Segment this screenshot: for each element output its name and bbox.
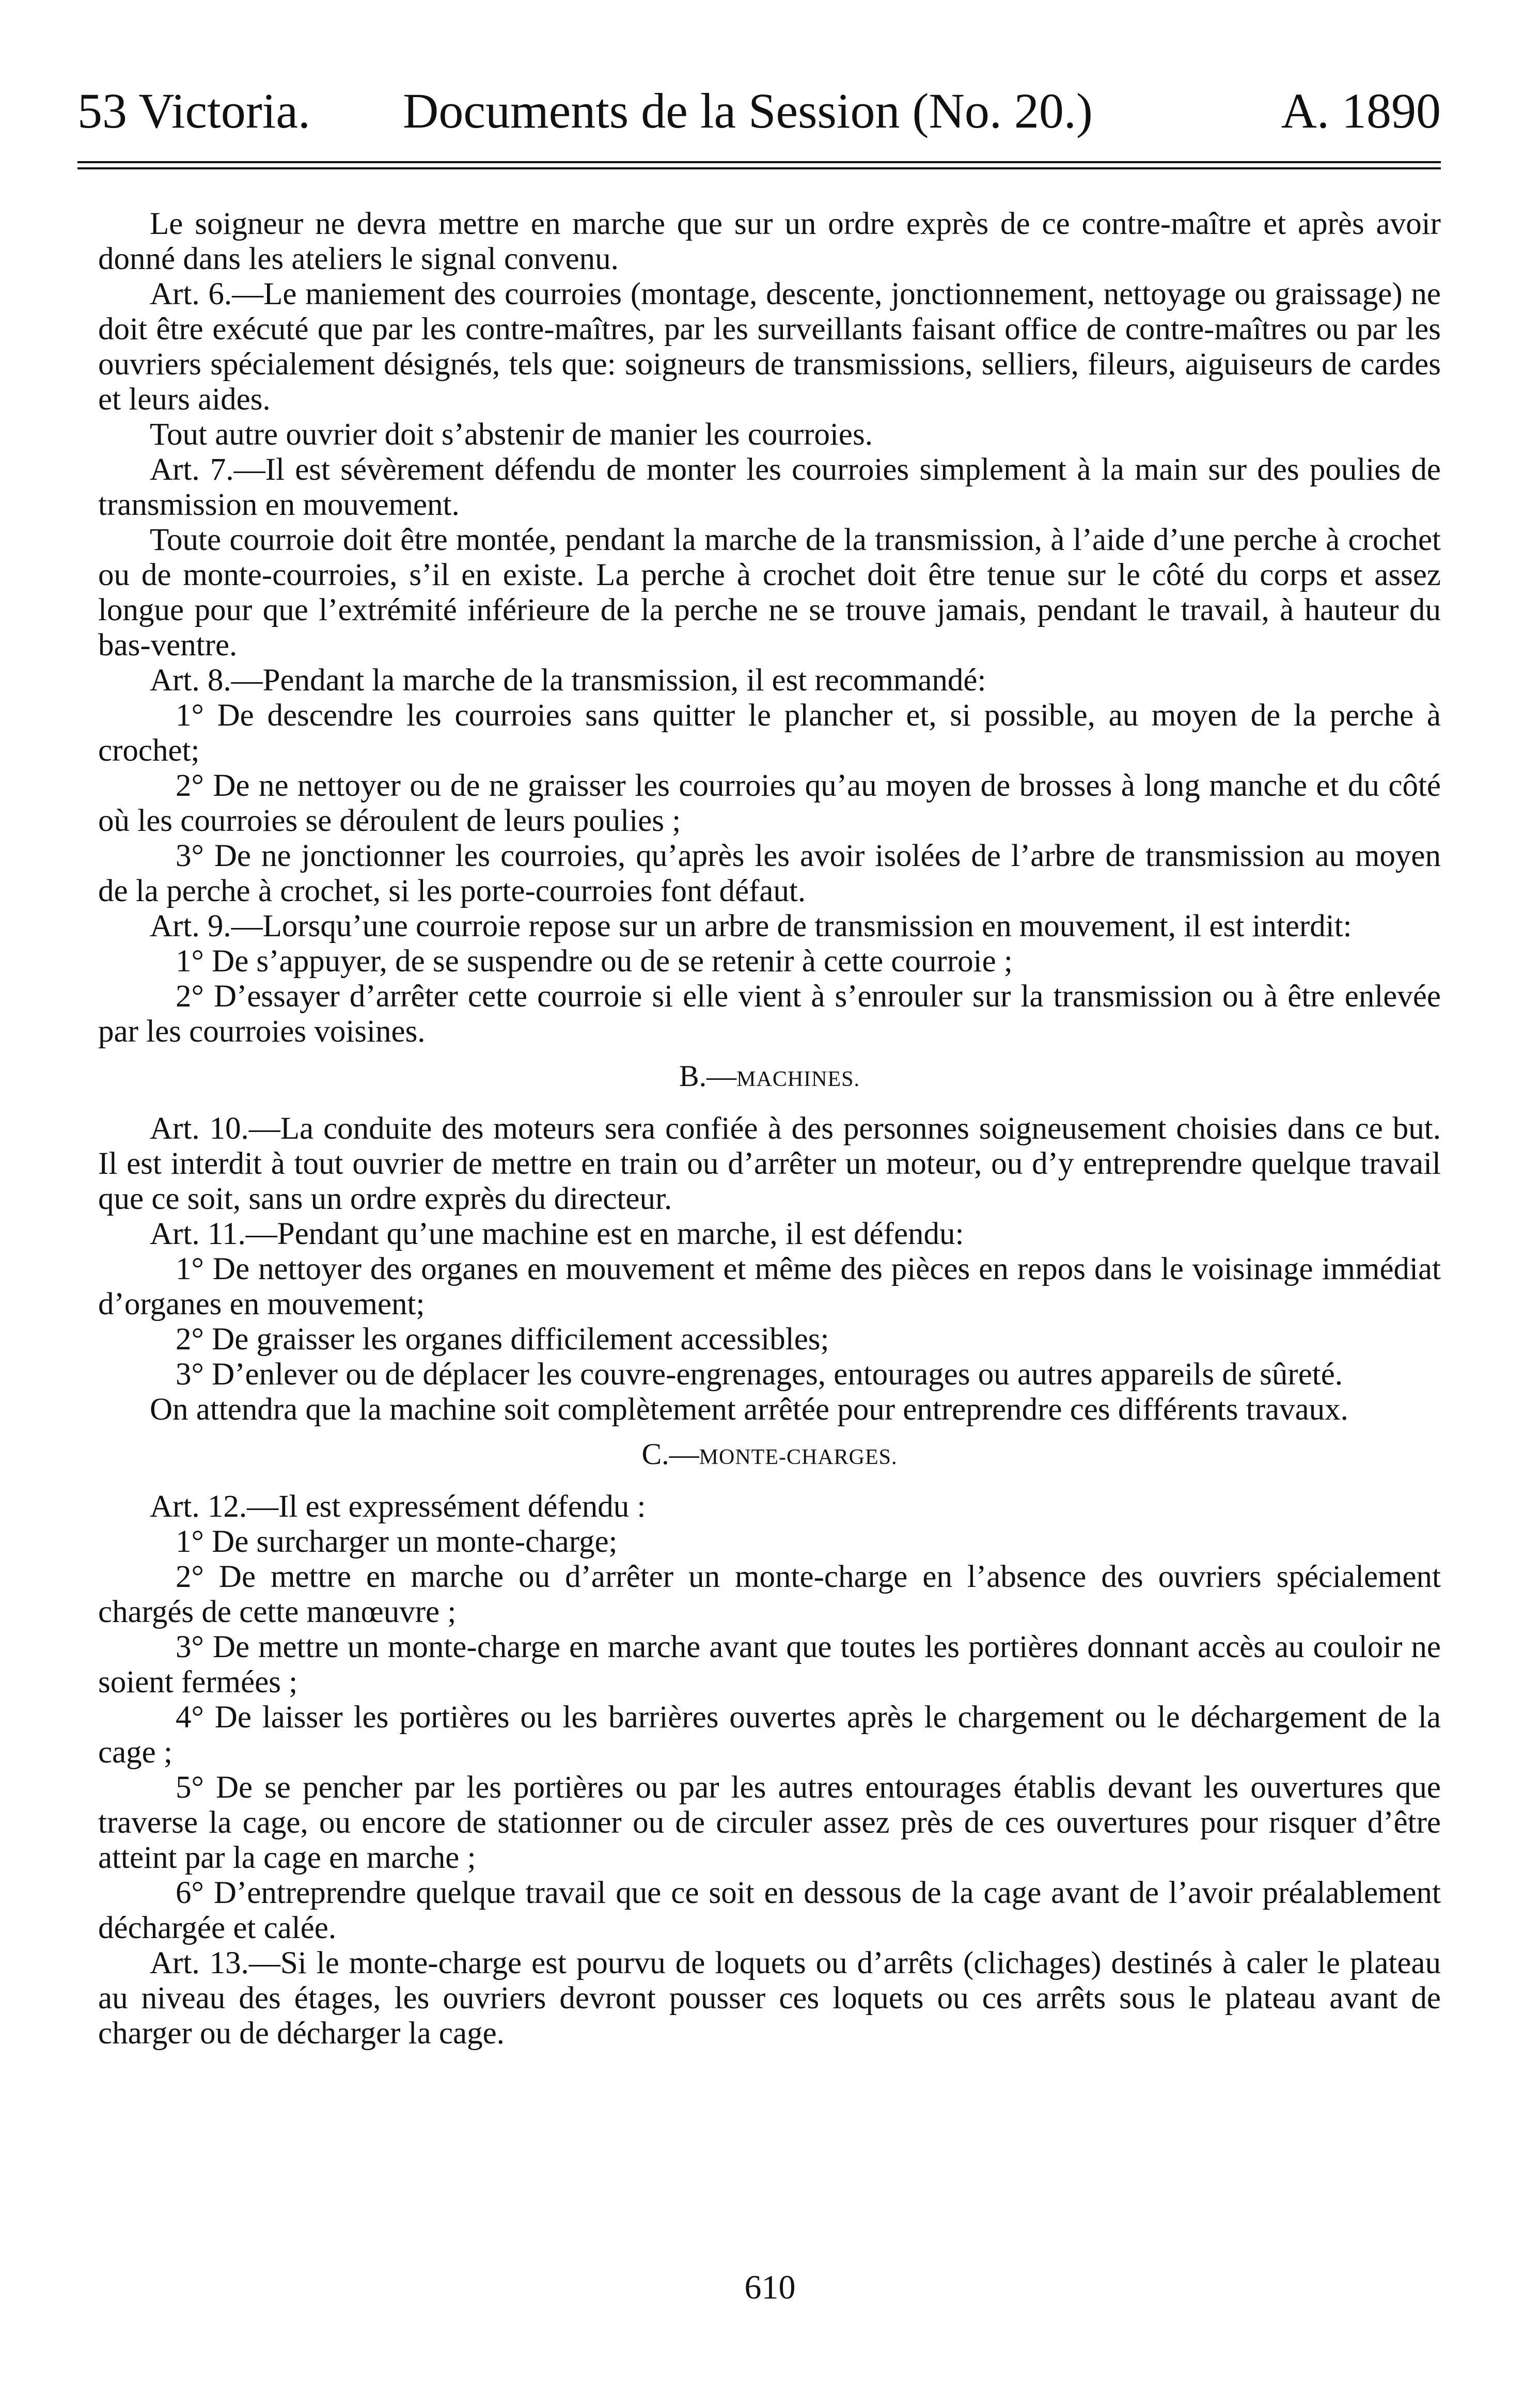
paragraph-soigneur: Le soigneur ne devra mettre en marche que sur un ordre exprès de ce contre-maître et après avoir donné dans les ateliers le signal convenu. (98, 207, 1441, 276)
list-item-art-12-2: 2° De mettre en marche ou d’arrêter un monte-charge en l’absence des ouvriers spécialement chargés de cette manœuvre ; (98, 1560, 1441, 1629)
section-letter-b: B.— (679, 1059, 737, 1093)
section-title-machines: MACHINES. (736, 1067, 860, 1091)
list-item-art-12-4: 4° De laisser les portières ou les barrières ouvertes après le chargement ou le déchargement de la cage ; (98, 1700, 1441, 1770)
list-item-art-8-1: 1° De descendre les courroies sans quitter le plancher et, si possible, au moyen de la perche à crochet; (98, 698, 1441, 768)
paragraph-art-12: Art. 12.—Il est expressément défendu : (150, 1489, 646, 1524)
paragraph-art-11: Art. 11.—Pendant qu’une machine est en marche, il est défendu: (150, 1217, 964, 1251)
list-item-art-11-2: 2° De graisser les organes difficilement accessibles; (176, 1322, 829, 1357)
list-item-art-11-1: 1° De nettoyer des organes en mouvement et même des pièces en repos dans le voisinage immédiat d’organes en mouvement; (98, 1252, 1441, 1321)
header-rule-top (77, 161, 1441, 163)
list-item-art-9-2: 2° D’essayer d’arrêter cette courroie si elle vient à s’enrouler sur la transmission ou à être enlevée par les courroies voisines. (98, 979, 1441, 1049)
paragraph-art-7: Art. 7.—Il est sévèrement défendu de monter les courroies simplement à la main sur des poulies de transmission en mouvement. (98, 452, 1441, 522)
list-item-art-9-1: 1° De s’appuyer, de se suspendre ou de se retenir à cette courroie ; (176, 944, 1013, 979)
section-letter-c: C.— (641, 1437, 699, 1471)
header-volume: 53 Victoria. (77, 83, 311, 138)
paragraph-art-6: Art. 6.—Le maniement des courroies (montage, descente, jonctionnement, nettoyage ou graissage) ne doit être exécuté que par les contre-maîtres, par les surveillants faisant office de contre-maîtres ou par les ouvriers spécialement désignés, tels que: soigneurs de transmissions, selliers, fileurs, aiguiseurs de cardes et leurs aides. (98, 277, 1441, 417)
paragraph-art-7-perche: Toute courroie doit être montée, pendant la marche de la transmission, à l’aide d’une perche à crochet ou de monte-courroies, s’il en existe. La perche à crochet doit être tenue sur le côté du corps et assez longue pour que l’extrémité inférieure de la perche ne se trouve jamais, pendant le travail, à hauteur du bas-ventre. (98, 523, 1441, 663)
list-item-art-12-6: 6° D’entreprendre quelque travail que ce soit en dessous de la cage avant de l’avoir préalablement déchargée et calée. (98, 1876, 1441, 1945)
paragraph-art-6-note: Tout autre ouvrier doit s’abstenir de manier les courroies. (150, 417, 873, 452)
header-rule-bottom (77, 167, 1441, 169)
list-item-art-12-1: 1° De surcharger un monte-charge; (176, 1524, 618, 1559)
paragraph-art-13: Art. 13.—Si le monte-charge est pourvu de loquets ou d’arrêts (clichages) destinés à caler le plateau au niveau des étages, les ouvriers devront pousser ces loquets ou ces arrêts sous le plateau avant de charger ou de décharger la cage. (98, 1946, 1441, 2051)
section-heading-machines (98, 1059, 1441, 1097)
running-header (77, 77, 1441, 145)
section-title-monte-charges: MONTE-CHARGES. (699, 1445, 898, 1469)
paragraph-art-8: Art. 8.—Pendant la marche de la transmission, il est recommandé: (150, 663, 986, 698)
document-body (98, 207, 1441, 2051)
list-item-art-12-5: 5° De se pencher par les portières ou par les autres entourages établis devant les ouvertures que traverse la cage, ou encore de stationner ou de circuler assez près de ces ouvertures pour risquer d’être atteint par la cage en marche ; (98, 1770, 1441, 1875)
section-heading-monte-charges (98, 1437, 1441, 1475)
paragraph-art-9: Art. 9.—Lorsqu’une courroie repose sur un arbre de transmission en mouvement, il est interdit: (150, 909, 1352, 943)
list-item-art-12-3: 3° De mettre un monte-charge en marche avant que toutes les portières donnant accès au couloir ne soient fermées ; (98, 1630, 1441, 1699)
header-year: A. 1890 (1281, 83, 1441, 138)
paragraph-art-10: Art. 10.—La conduite des moteurs sera confiée à des personnes soigneusement choisies dans ce but. Il est interdit à tout ouvrier de mettre en train ou d’arrêter un moteur, ou d’y entreprendre quelque travail que ce soit, sans un ordre exprès du directeur. (98, 1111, 1441, 1216)
list-item-art-8-3: 3° De ne jonctionner les courroies, qu’après les avoir isolées de l’arbre de transmission au moyen de la perche à crochet, si les porte-courroies font défaut. (98, 839, 1441, 908)
header-title: Documents de la Session (No. 20.) (403, 83, 1093, 138)
paragraph-art-11-note: On attendra que la machine soit complètement arrêtée pour entreprendre ces différents travaux. (150, 1392, 1348, 1427)
list-item-art-11-3: 3° D’enlever ou de déplacer les couvre-engrenages, entourages ou autres appareils de sûreté. (176, 1357, 1343, 1392)
page-number: 610 (744, 2269, 796, 2306)
list-item-art-8-2: 2° De ne nettoyer ou de ne graisser les courroies qu’au moyen de brosses à long manche et du côté où les courroies se déroulent de leurs poulies ; (98, 768, 1441, 838)
